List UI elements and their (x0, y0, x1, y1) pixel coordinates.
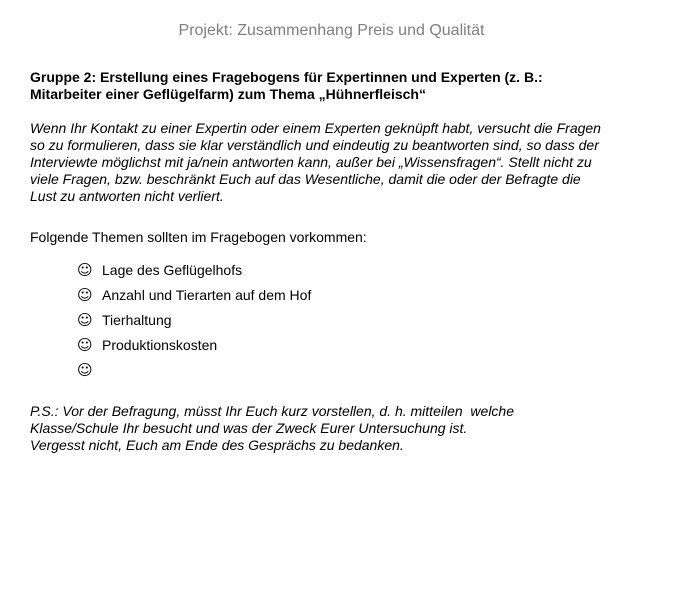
smiley-icon: ☺ (77, 336, 93, 354)
list-item (77, 362, 311, 387)
list-item (77, 337, 311, 362)
list-item (77, 287, 311, 312)
smiley-icon: ☺ (77, 261, 93, 279)
topics-label: Folgende Themen sollten im Fragebogen vorkommen: (30, 229, 367, 245)
heading-line: Mitarbeiter einer Geflügelfarm) zum Thema „Hühnerfleisch“ (30, 86, 426, 102)
postscript-paragraph (30, 403, 660, 454)
intro-line: Wenn Ihr Kontakt zu einer Expertin oder einem Experten geknüpft habt, versucht die Fragen (30, 120, 601, 136)
list-item (77, 262, 311, 287)
group-heading (30, 69, 650, 103)
intro-line: Lust zu antworten nicht verliert. (30, 188, 224, 204)
smiley-icon: ☺ (77, 286, 93, 304)
topics-list (77, 262, 311, 387)
topic-label: Produktionskosten (102, 337, 218, 353)
intro-line: so zu formulieren, dass sie klar verständlich und eindeutig zu beantworten sind, so dass der (30, 137, 599, 153)
topic-label: Tierhaltung (102, 312, 172, 328)
heading-line: Gruppe 2: Erstellung eines Fragebogens für Expertinnen und Experten (z. B.: (30, 69, 543, 85)
smiley-icon: ☺ (77, 311, 93, 329)
postscript-line: Klasse/Schule Ihr besucht und was der Zweck Eurer Untersuchung ist. (30, 420, 468, 436)
postscript-line: P.S.: Vor der Befragung, müsst Ihr Euch kurz vorstellen, d. h. mitteilen welche (30, 403, 515, 419)
topic-label: Lage des Geflügelhofs (102, 262, 243, 278)
topic-label: Anzahl und Tierarten auf dem Hof (102, 287, 312, 303)
postscript-line: Vergesst nicht, Euch am Ende des Gesprächs zu bedanken. (30, 437, 404, 453)
intro-line: viele Fragen, bzw. beschränkt Euch auf das Wesentliche, damit die oder der Befragte die (30, 171, 581, 187)
intro-paragraph (30, 120, 660, 205)
smiley-icon: ☺ (77, 361, 93, 379)
list-item (77, 312, 311, 337)
page-header-title: Projekt: Zusammenhang Preis und Qualität (178, 22, 485, 39)
intro-line: Interviewte möglichst mit ja/nein antworten kann, außer bei „Wissensfragen“. Stellt nicht zu (30, 154, 592, 170)
